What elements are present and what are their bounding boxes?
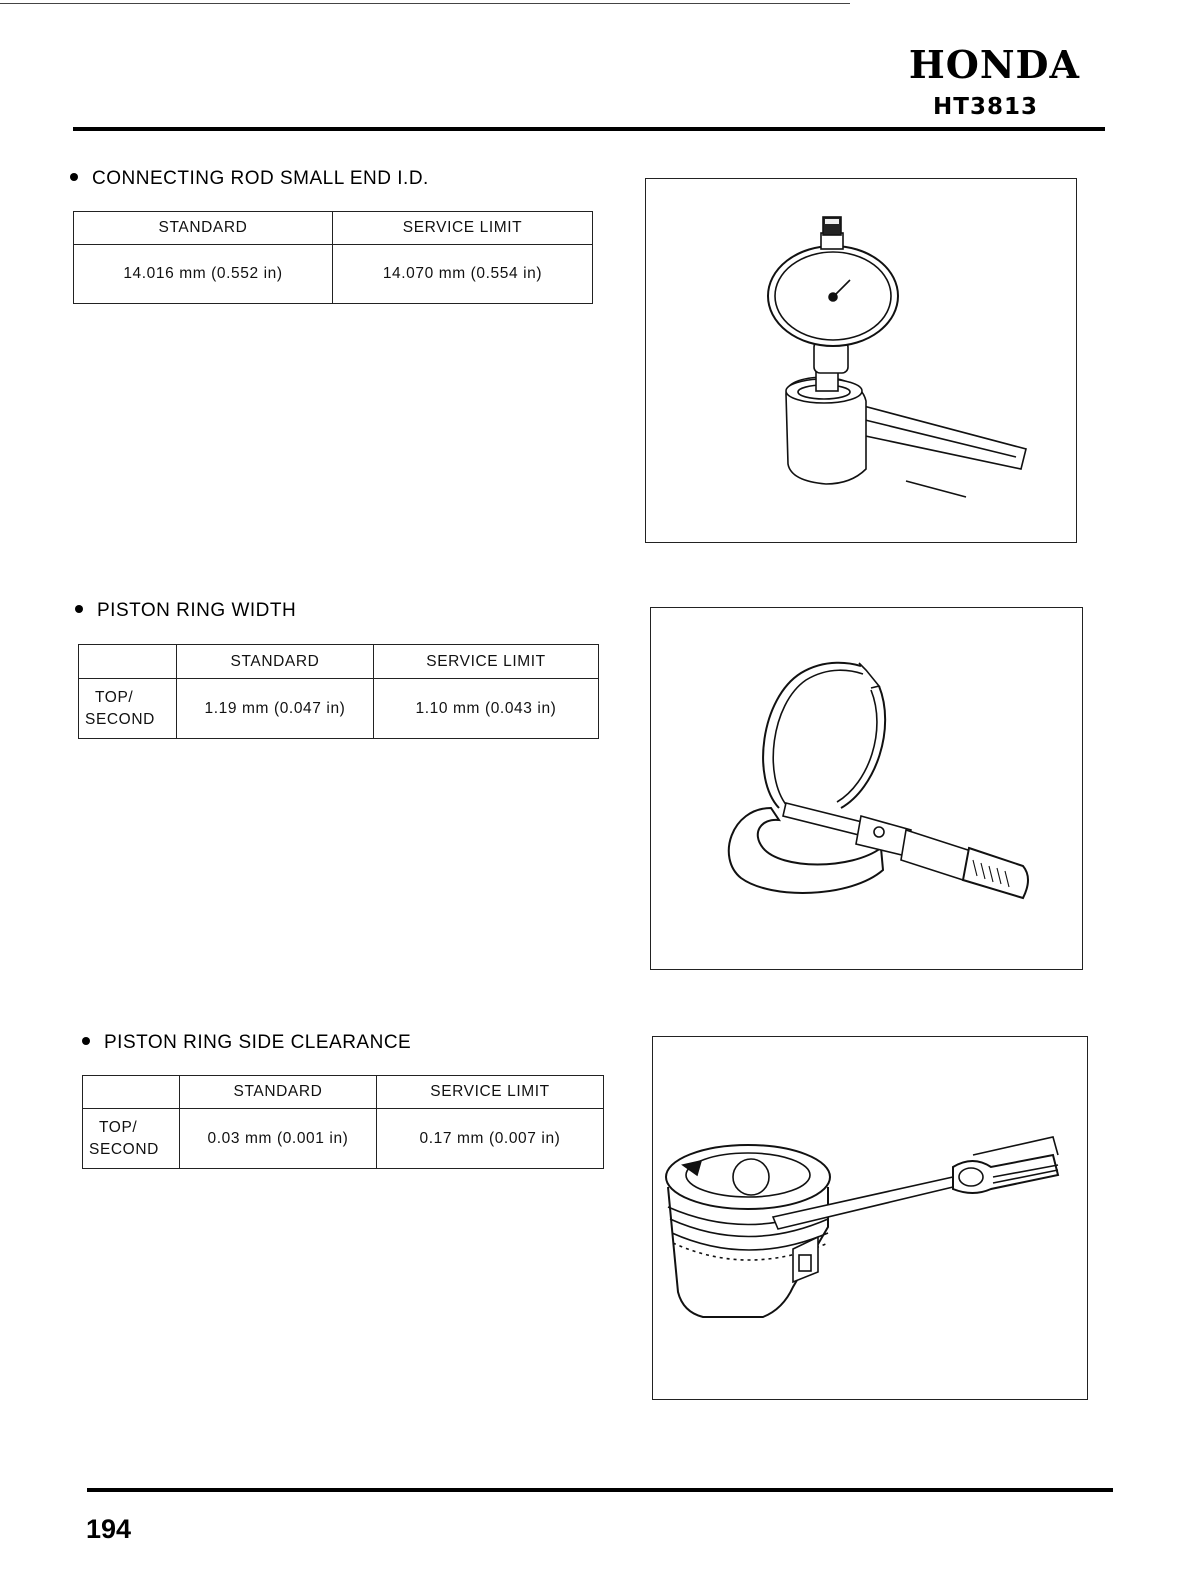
section-title: CONNECTING ROD SMALL END I.D. <box>92 168 429 189</box>
bullet-icon <box>75 605 83 613</box>
column-header-service-limit: SERVICE LIMIT <box>377 1076 604 1109</box>
cell-standard: 0.03 mm (0.001 in) <box>180 1109 377 1169</box>
column-header-standard: STANDARD <box>180 1076 377 1109</box>
bullet-icon <box>70 173 78 181</box>
spec-table-small-end <box>73 211 593 304</box>
section-title: PISTON RING WIDTH <box>97 600 297 621</box>
cell-service-limit: 1.10 mm (0.043 in) <box>374 679 599 739</box>
section-heading-ring-width <box>75 600 296 622</box>
column-header-service-limit: SERVICE LIMIT <box>333 212 593 245</box>
figure-feeler-gauge-piston <box>652 1036 1088 1400</box>
row-label-line1: TOP/ <box>95 688 134 706</box>
spec-table-side-clearance <box>82 1075 604 1169</box>
header-rule <box>73 127 1105 131</box>
row-label-line1: TOP/ <box>99 1118 138 1136</box>
top-edge-line <box>0 3 850 4</box>
dial-bore-gauge-illustration <box>646 179 1076 542</box>
bullet-icon <box>82 1037 90 1045</box>
page-number: 194 <box>86 1514 132 1544</box>
footer-rule <box>87 1488 1113 1492</box>
piston-feeler-gauge-illustration <box>653 1037 1087 1399</box>
table-header-row <box>79 645 599 679</box>
table-header-row <box>74 212 593 245</box>
model-number: HT3813 <box>933 94 1038 120</box>
section-heading-small-end <box>70 168 429 190</box>
row-label-line2: SECOND <box>85 710 155 728</box>
brand-logo: HONDA <box>908 42 1080 87</box>
row-label <box>79 679 177 739</box>
section-title: PISTON RING SIDE CLEARANCE <box>104 1032 412 1053</box>
table-row <box>83 1109 604 1169</box>
row-label-line2: SECOND <box>89 1140 159 1158</box>
cell-service-limit: 0.17 mm (0.007 in) <box>377 1109 604 1169</box>
figure-dial-bore-gauge <box>645 178 1077 543</box>
table-row <box>74 245 593 304</box>
section-heading-side-clearance <box>82 1032 411 1054</box>
table-header-row <box>83 1076 604 1109</box>
column-header-standard: STANDARD <box>177 645 374 679</box>
column-header-standard: STANDARD <box>74 212 333 245</box>
cell-standard: 14.016 mm (0.552 in) <box>74 245 333 304</box>
row-label <box>83 1109 180 1169</box>
column-header-service-limit: SERVICE LIMIT <box>374 645 599 679</box>
spec-table-ring-width <box>78 644 599 739</box>
table-row <box>79 679 599 739</box>
cell-service-limit: 14.070 mm (0.554 in) <box>333 245 593 304</box>
micrometer-illustration <box>651 608 1082 969</box>
column-header-blank <box>79 645 177 679</box>
figure-micrometer-ring <box>650 607 1083 970</box>
cell-standard: 1.19 mm (0.047 in) <box>177 679 374 739</box>
column-header-blank <box>83 1076 180 1109</box>
